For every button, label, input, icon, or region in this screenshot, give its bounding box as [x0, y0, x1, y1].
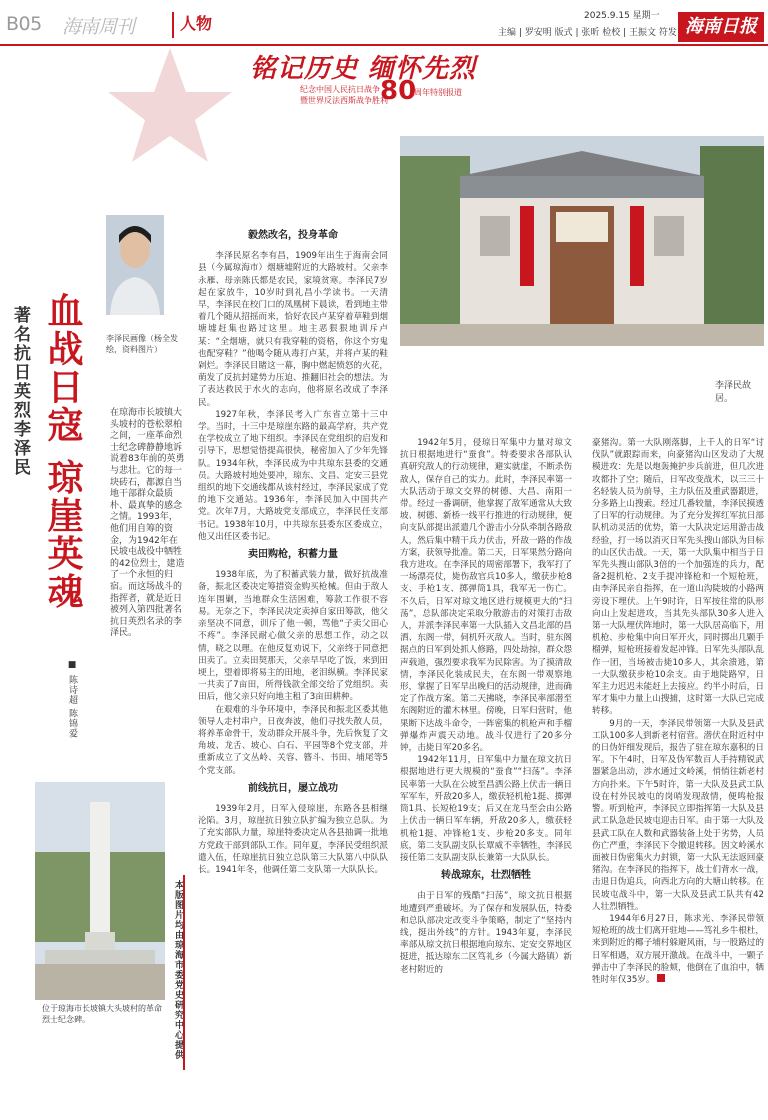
- credit-rule: [183, 875, 185, 1070]
- photo-credit: 本版图片均由琼海市委党史研究中心提供: [173, 880, 183, 1060]
- section-heading-1: 毅然改名，投身革命: [248, 230, 338, 241]
- section-label: 人物: [180, 14, 213, 33]
- article-column-2: [400, 437, 572, 976]
- article-column-3: [592, 437, 764, 986]
- issue-date: 2025.9.15 星期一: [584, 11, 660, 21]
- paragraph: [592, 913, 764, 986]
- paragraph: 1938年底，为了积蓄武装力量，做好抗战准备，振北区委决定筹措资金购买枪械。但由于敌人连年围剿，当地群众生活困难，筹款工作很不容易。无奈之下，李泽民决定卖掉自家田筹款，他父亲坚决不同意，训斥了他一顿，骂他“子卖父田心不疼”。李泽民耐心做父亲的思想工作，动之以情，晓之以理。在他反复劝说下，父亲终于同意把田卖了。立卖田契那天，父亲早早吃了饭，来到田埂上，望着即将易主的田地，老泪纵横。李泽民家一共卖了7亩田，所得钱款全部交给了党组织。卖田后，他父亲只好向地主租了3亩田耕种。: [198, 570, 388, 703]
- residence-photo-caption: 李泽民故居。: [715, 381, 752, 404]
- banner-subtitle-line1: 纪念中国人民抗日战争: [300, 85, 380, 94]
- article-column-1: [198, 224, 388, 876]
- intro-paragraph: 在琼海市长坡镇大头坡村的苍松翠柏之间，一座革命烈士纪念碑静静地诉说着83年前的英勇与悲壮。它的每一块砖石，都源自当地干部群众最质朴、最真挚的感念之情。1993年，他们用自筹的资金，为1942年在民坡屯战役中牺牲的42位烈士，建造了一个永恒的归宿。而这场战斗的指挥者，就是近日被列入第四批著名抗日英烈名录的李泽民。: [110, 408, 185, 639]
- former-residence-photo: [400, 136, 764, 346]
- banner-subtitle: [300, 84, 388, 106]
- portrait-icon: [106, 215, 164, 315]
- editorial-staff: 主编 | 罗安明 版式 | 张昕 检校 | 王振文 符发: [498, 28, 677, 38]
- memorial-image-icon: [35, 782, 165, 1000]
- masthead-divider: [172, 12, 174, 38]
- portrait-caption: 李泽民画像（杨全发绘，资料图片）: [106, 334, 178, 354]
- newspaper-logo: 海南日报: [678, 12, 764, 42]
- memorial-caption: 位于琼海市长坡镇大头坡村的革命烈士纪念碑。: [42, 1004, 162, 1024]
- house-image-icon: [400, 136, 764, 346]
- paragraph: 1939年2月，日军入侵琼崖，东路各县相继沦陷。3月，琼崖抗日独立队扩编为独立总队。为了充实部队力量，琼崖特委决定从各县抽调一批地方党政干部到部队工作。同年夏，李泽民受组织派遣入伍，任琼崖抗日独立总队第三大队第八中队队长。1941年冬，他调任第二支队第一大队队长。: [198, 803, 388, 875]
- star-decoration-icon: [100, 44, 240, 164]
- end-mark-icon: [657, 974, 665, 982]
- memorial-photo: [35, 782, 165, 1000]
- byline: ■ 陈诗超 陈锦爱: [67, 660, 77, 739]
- banner-subtitle-line2: 暨世界反法西斯战争胜利: [300, 96, 388, 105]
- section-heading-3: 前线抗日，屡立战功: [248, 782, 338, 794]
- banner-title: 铭记历史 缅怀先烈: [250, 54, 477, 84]
- anniversary-suffix: 周年特别报道: [414, 88, 462, 97]
- page-number: B05: [6, 13, 42, 35]
- paragraph-text: 1944年6月27日，陈求光、李泽民带领短枪班的战士们离开驻地——笃礼乡牛根杜，来到附近的椰子埔村躲避风雨，与一股路过的日军相遇，双方展开激战。在战斗中，一颗子弹击中了李泽民的脸颊，他倒在了血泊中，牺牲时年仅35岁。: [592, 913, 764, 985]
- paragraph: 1942年11月，日军集中力量在琼文抗日根据地进行更大规模的“蚕食”“扫荡”。李泽民率第一大队在公坡至昌洒公路上伏击一辆日军军车，歼敌20多人，缴获轻机枪1挺、掷弹筒1具、长短枪19支；后又在龙马至会由公路上伏击一辆日军车辆，歼敌20多人，缴获轻机枪1挺、冲锋枪1支、步枪20多支。同年底，第二支队副支队长覃威不幸牺牲，李泽民接任第二支队副支队长兼第一大队队长。: [400, 755, 572, 863]
- section-heading-2: 卖田购枪，积蓄力量: [248, 549, 338, 561]
- paragraph: 1942年5月，侵琼日军集中力量对琼文抗日根据地进行“蚕食”。特委要求各部队认真研究敌人的行动规律，避实就虚，不断杀伤敌人，保存自己的实力。此时，李泽民率第一大队活动于琼文交界的树德、大昌、南阳一带。经过一番调研，他掌握了敌军通常从大致坡、树德、新桥一线平行推进的行动规律，便向支队部提出派遣几个游击小分队牵制各路敌人，然后集中精干兵力伏击，歼敌一路的作战方案，获领导批准。第二天，日军果然分路向我方进攻。在李泽民的周密部署下，我军打了一场漂亮仗，毙伤敌官兵10多人，缴获步枪8支、手枪1支、掷弹筒1具，我军无一伤亡。不久后，日军对琼文地区进行规模更大的“扫荡”，总队部决定采取分散游击的对策打击敌人，并派李泽民率第一大队插入文昌北部的昌洒、东阁一带，伺机歼灭敌人。当时，驻东阁据点的日军到处抓人修路，四处劫掠，群众怨声载道，强烈要求我军为民除害。为了摸清敌情，李泽民化装成民夫，在东阁一带观察地形，掌握了日军早出晚归的活动规律，进而确定了作战方案。第二天拂晓，李泽民率部潜至东阁附近的灌木林里。傍晚，日军归营时，他果断下达战斗命令，一阵密集的机枪声和手榴弹爆炸声震天动地。战斗仅进行了20多分钟，击毙日军20多名。: [400, 438, 572, 754]
- paragraph: 李泽民原名李有昌，1909年出生于海南会同县（今属琼海市）烟塘墟附近的大路坡村。父亲李永雁、母亲陈氏都是农民，家境贫寒。李泽民7岁起在家放牛，10岁时到礼昌小学读书。一天清早，李泽民在校门口的凤凰树下晨读，看到地主带着几个随从招摇而来，恰好农民卢某穿着草鞋到烟塘墟赶集也路过这里。地主恶狠狠地训斥卢某：“全烟塘，就只有我穿鞋的资格，你这个穷鬼也配穿鞋？”他喝令随从毒打卢某，并将卢某的鞋剁烂。李泽民目睹这一幕，胸中燃起愤怒的火花，萌发了反抗封建势力压迫、推翻旧社会的想法。为了表达救民于水火的志向，他将原名改成了李泽民。: [198, 251, 388, 408]
- paragraph: 豪猪沟。第一大队刚落脚，上千人的日军“讨伐队”就跟踪而来，向豪猪沟山区发动了大规模进攻：先是以炮轰掩护步兵前进，但几次进攻都扑了空；随后，日军改变战术，以三三十名轻装人员为前导，主力队伍及重武器跟进，分多路上山搜索。经过几番较量，李泽民摸透了日军的行动规律。为了充分发挥红军抗日部队机动灵活的优势，第一大队决定运用游击战经验，打一场以消灭日军先头搜山部队为目标的山区伏击战。一天，第一大队集中相当于日军先头搜山部队3倍的一个加强连的兵力，配备2挺机枪、2支手提冲锋枪和一个短枪班，由李泽民亲自指挥，在一道山沟陡坡的小路两旁设下埋伏。上午9时许，日军按往常的队形向山上发起进攻，当其先头部队30多人进入第一大队埋伏阵地时，第一大队居高临下，用机枪、步枪集中向日军开火，同时掷出几颗手榴弹，短枪班接着发起冲锋。日军先头部队乱作一团，当场被击毙10多人，其余溃逃，第一大队缴获步枪10余支。由于地陡路窄，日军主力迟迟未能赶上去接应。约半小时后，日军才集中力量上山搜捕，这时第一大队已完成转移。: [592, 438, 764, 717]
- headline: 血战日寇 琼崖英魂: [42, 292, 84, 611]
- anniversary-number: 80: [380, 76, 417, 106]
- portrait-image: [106, 215, 164, 315]
- section-heading-4: 转战琼东，壮烈牺牲: [441, 870, 531, 882]
- paragraph: 9月的一天，李泽民带领第一大队及县武工队100多人到新老村宿营。潜伏在附近村中的日伪奸细发现后，报告了驻在琼东嘉积的日军。下午4时，日军及伪军数百人手持精锐武器紧急出动，涉水通过文岭溪，悄悄往新老村方向扑来。下午5时许，第一大队及县武工队设在村外民坡屯的岗哨发现敌情，便鸣枪报警。听到枪声，李泽民立即指挥第一大队及县武工队急赴民坡屯迎击日军。由于第一大队及县武工队在人数和武器装备上处于劣势，人员伤亡严重，李泽民下令撤退转移。因文岭溪水面被日伪密集火力封锁，第一大队无法返回豪猪沟。在李泽民的指挥下，战士们背水一战，击退日伪追兵，向西北方向的大塘山转移。在民坡屯战斗中，第一大队及县武工队共有42人壮烈牺牲。: [592, 718, 764, 912]
- paragraph: 由于日军的残酷“扫荡”，琼文抗日根据地遭到严重破坏。为了保存和发展队伍，特委和总队部决定改变斗争策略，制定了“坚持内线，挺出外线”的方针。1943年夏，李泽民率部从琼文抗日根据地向琼东、定安交界地区挺进，抵达琼东二区笃礼乡（今属大路镇）新老村附近的: [400, 891, 572, 975]
- paragraph: 在艰难的斗争环境中，李泽民和振北区委其他领导人走村串户，日夜奔波，他们寻找失散人员，将养革命骨干，发动群众开展斗争，先后恢复了文角坡、龙舌、坡心、白石、平园等8个党支部，并重新成立了文丛岭、关容、簪斗、书田、埔尾等5个党支部。: [198, 704, 388, 776]
- subheadline: 著名抗日英烈李泽民: [10, 306, 30, 477]
- masthead: 海南周刊: [62, 16, 135, 38]
- paragraph: 1927年秋，李泽民考入广东省立第十三中学。当时，十三中是琼崖东路的最高学府，共产党在学校成立了地下组织。李泽民在党组织的启发和引导下，思想觉悟提高很快，秘密加入了少年先锋队。1934年秋，李泽民成为中共琼东县委的交通员。大路坡村地处要冲，琼东、文昌、定安三县党组织的地下交通线都从该村经过，李泽民家成了党的地下交通站。1936年，李泽民加入中国共产党。次年7月，大路坡党支部成立，李泽民任支部书记。1938年10月，中共琼东县委东区委成立，他又出任区委书记。: [198, 409, 388, 542]
